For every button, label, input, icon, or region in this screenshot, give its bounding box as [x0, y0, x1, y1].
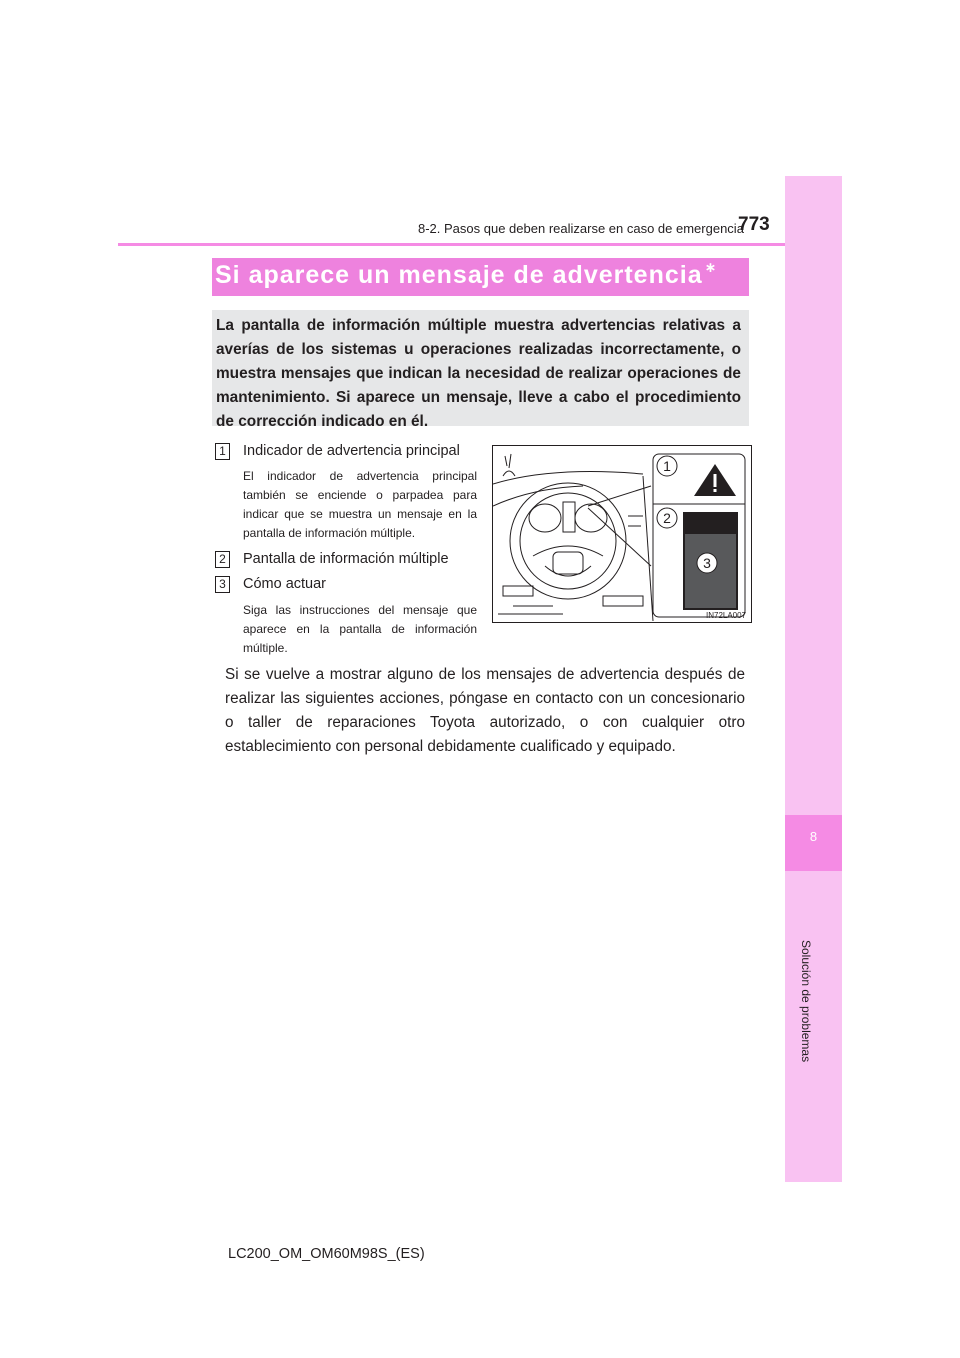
item-3-title: Cómo actuar [243, 576, 327, 592]
chapter-number: 8 [809, 829, 818, 844]
figure-callout-2: 2 [663, 510, 671, 526]
dashboard-illustration [492, 445, 752, 623]
section-title [215, 261, 717, 290]
figure-callout-3: 3 [703, 555, 711, 571]
section-title-text: Si aparece un mensaje de advertencia [215, 261, 703, 289]
dashboard-line-drawing [493, 446, 751, 622]
item-3-number: 3 [215, 576, 230, 593]
body-paragraph: Si se vuelve a mostrar alguno de los mensajes de advertencia después de realizar las siguientes acciones, póngase en contacto con un concesionario o taller de reparaciones Toyota autorizado, o con cualquier otro establecimiento con personal debidamente cualificado y equipado. [225, 666, 745, 755]
intro-text: La pantalla de información múltiple muestra advertencias relativas a averías de los sistemas u operaciones realizadas incorrectamente, o muestra mensajes que indican la necesidad de realizar operaciones de mantenimiento. Si aparece un mensaje, lleve a cabo el procedimiento de corrección indicado en él. [216, 317, 741, 430]
chapter-label: Solución de problemas [799, 940, 813, 1063]
side-chapter-tab [785, 176, 842, 1182]
section-header: 8-2. Pasos que deben realizarse en caso de emergencia [418, 221, 744, 236]
item-2-number: 2 [215, 551, 230, 568]
footer-document-code: LC200_OM_OM60M98S_(ES) [228, 1246, 425, 1262]
header-rule [118, 243, 785, 246]
figure-callout-1: 1 [663, 458, 671, 474]
item-1-description: El indicador de advertencia principal también se enciende o parpadea para indicar que se muestra un mensaje en la pantalla de información múltiple. [243, 469, 477, 540]
item-2-title: Pantalla de información múltiple [243, 551, 449, 567]
item-1-title: Indicador de advertencia principal [243, 443, 460, 459]
page-number: 773 [738, 214, 770, 235]
item-3-description: Siga las instrucciones del mensaje que aparece en la pantalla de información múltiple. [243, 603, 477, 655]
item-1-number: 1 [215, 443, 230, 460]
figure-code: IN72LA007 [706, 611, 747, 620]
asterisk-mark: ∗ [704, 259, 718, 275]
